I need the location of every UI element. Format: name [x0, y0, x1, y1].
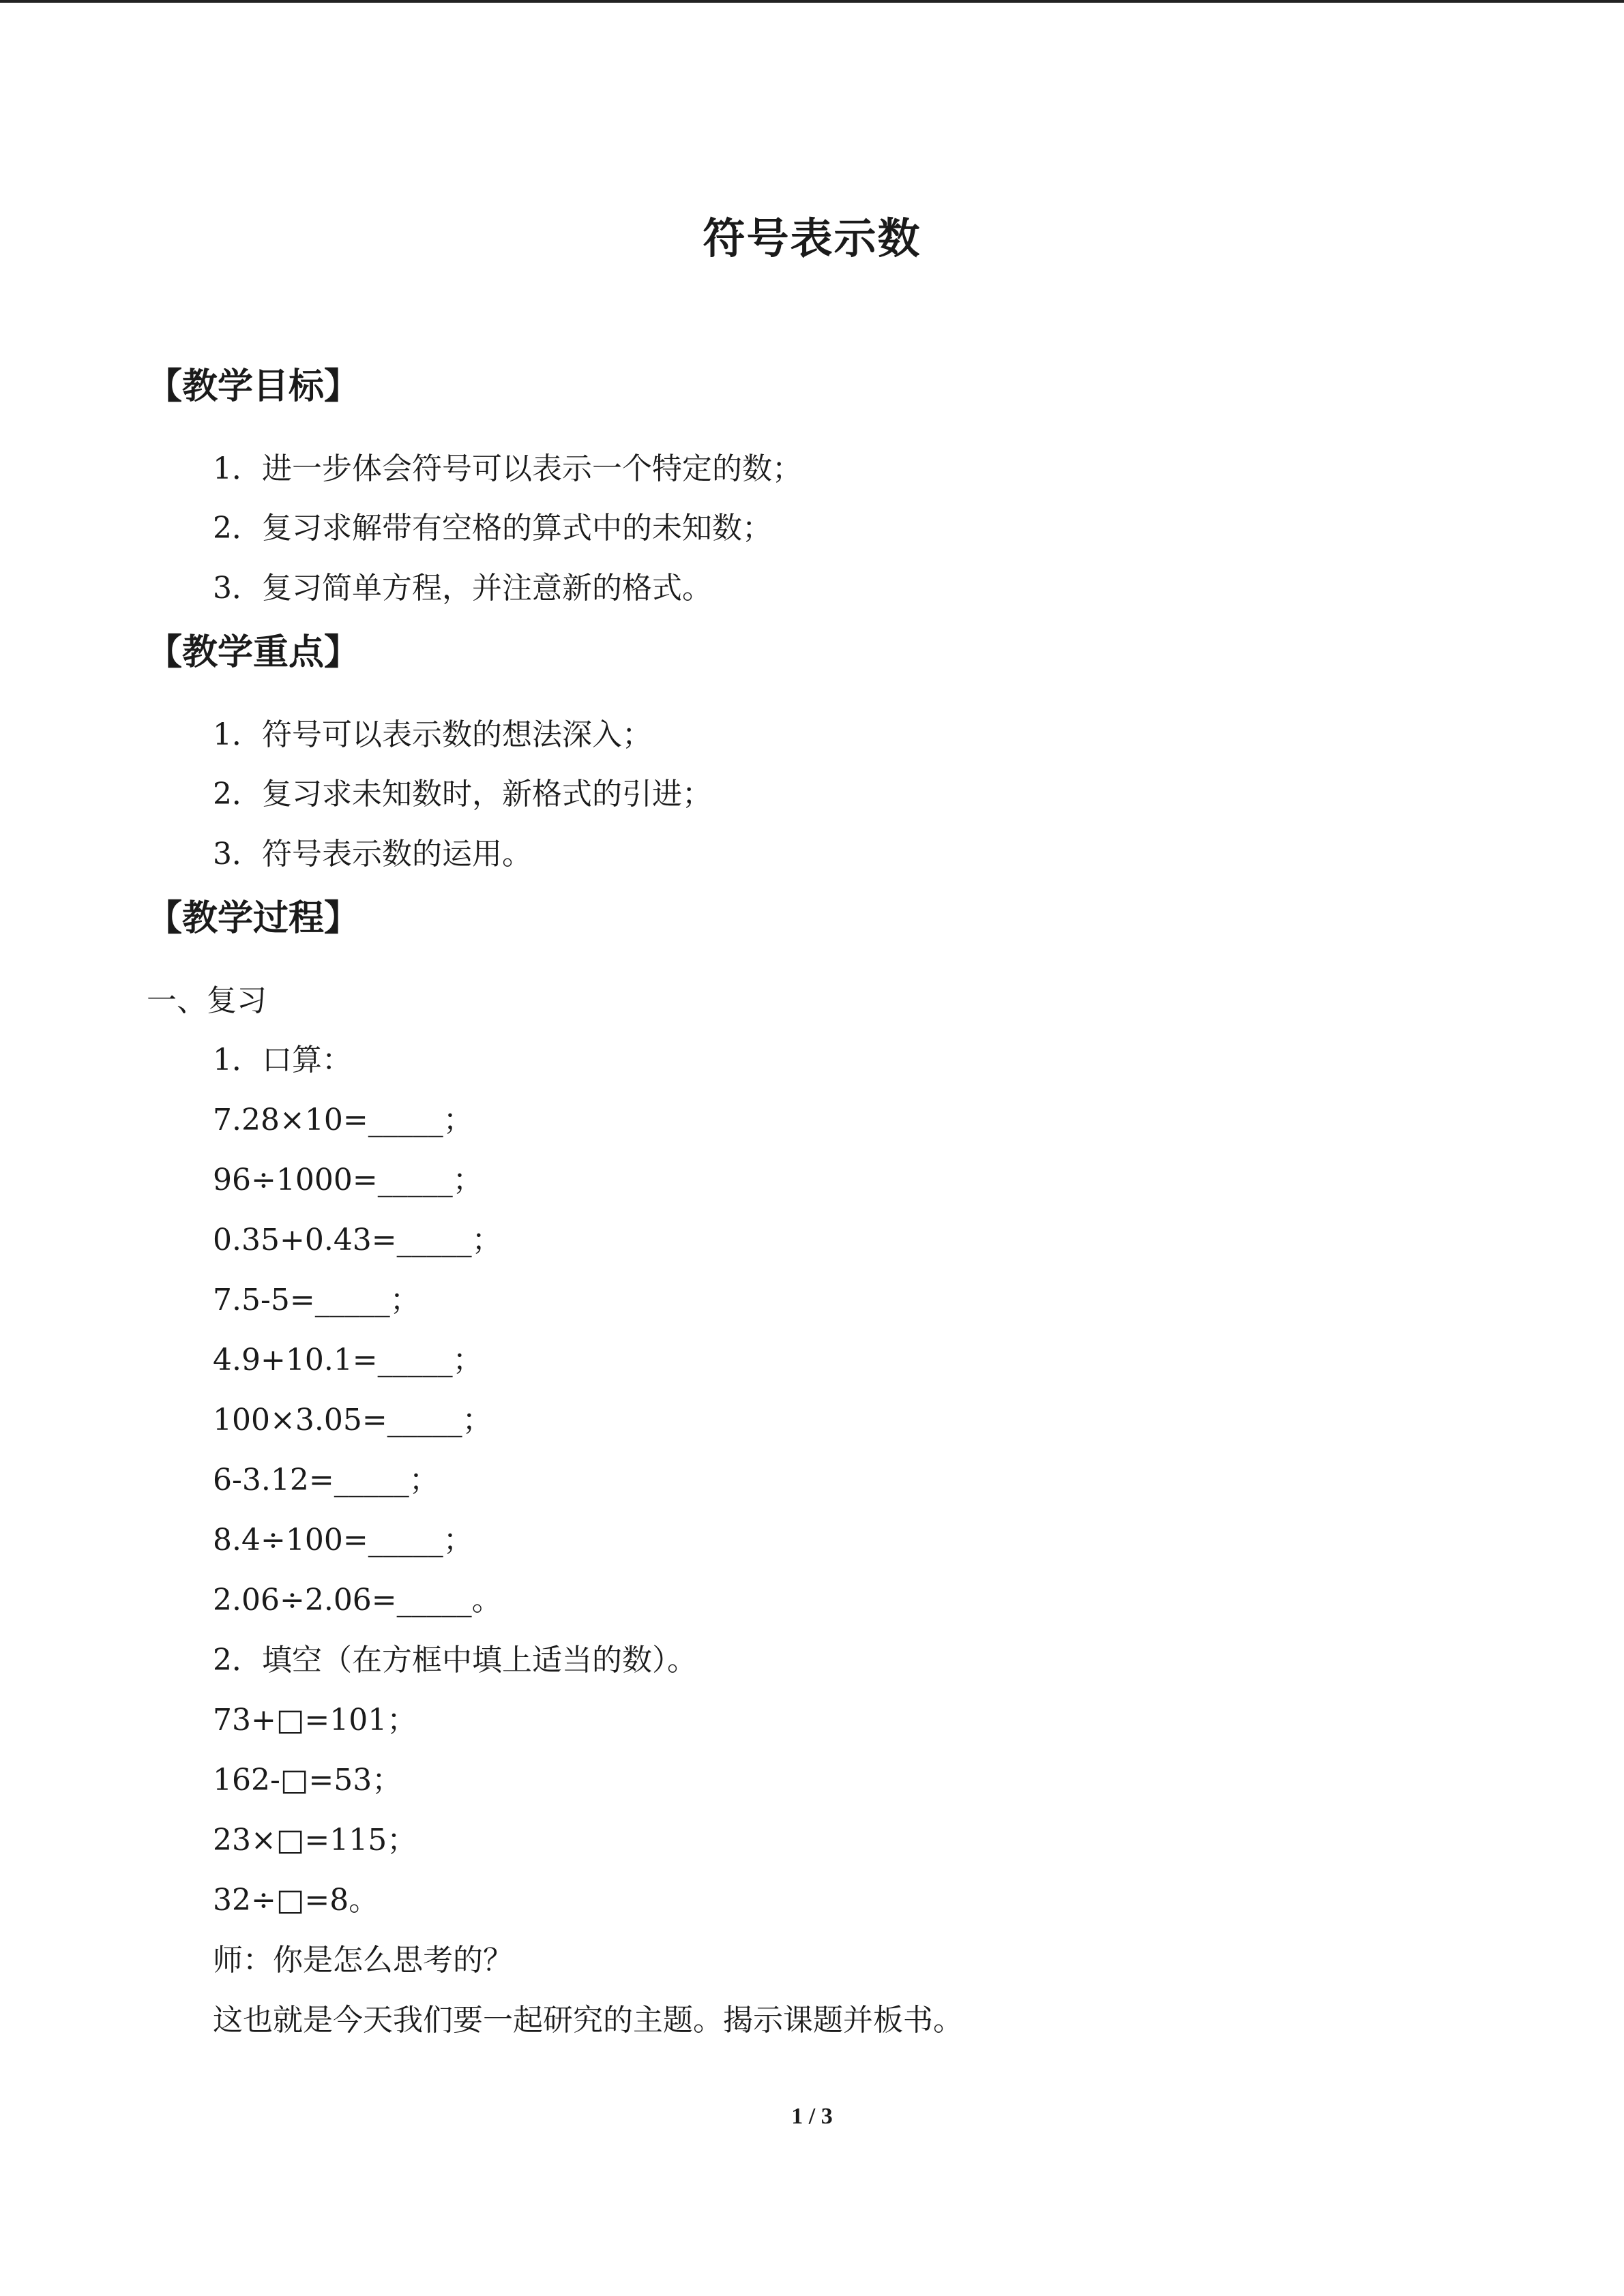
key-point-item-1: 1．符号可以表示数的想法深入；: [213, 717, 652, 752]
objective-item-1: 1．进一步体会符号可以表示一个特定的数；: [213, 451, 802, 486]
oral-calc-item: 0.35+0.43=_____；: [213, 1223, 502, 1257]
fill-blank-heading: 2．填空（在方框中填上适当的数）。: [213, 1643, 697, 1678]
oral-calc-item: 100×3.05=_____；: [213, 1403, 492, 1437]
oral-calc-item: 7.28×10=_____；: [213, 1103, 473, 1137]
objective-item-2: 2．复习求解带有空格的算式中的未知数；: [213, 511, 772, 546]
objective-item-3: 3．复习简单方程，并注意新的格式。: [213, 571, 712, 606]
key-point-item-3: 3．符号表示数的运用。: [213, 837, 532, 871]
oral-calc-item: 7.5-5=_____；: [213, 1283, 420, 1317]
page-number: 1 / 3: [791, 2104, 833, 2129]
section-heading-objectives: 【教学目标】: [147, 366, 360, 407]
section-heading-key-points: 【教学重点】: [147, 632, 360, 673]
section-heading-process: 【教学过程】: [147, 898, 360, 939]
oral-calc-item: 6-3.12=_____；: [213, 1463, 439, 1497]
key-point-item-2: 2．复习求未知数时，新格式的引进；: [213, 777, 712, 811]
fill-blank-item: 32÷□=8。: [213, 1883, 379, 1918]
closing-line: 这也就是今天我们要一起研究的主题。揭示课题并板书。: [213, 2003, 963, 2038]
fill-blank-item: 73+□=101；: [213, 1703, 417, 1738]
teacher-question: 师：你是怎么思考的？: [213, 1943, 513, 1978]
oral-calc-item: 8.4÷100=_____；: [213, 1523, 473, 1557]
oral-calc-heading: 1．口算：: [213, 1043, 352, 1077]
fill-blank-item: 162-□=53；: [213, 1763, 402, 1798]
page-title: 符号表示数: [703, 213, 921, 263]
fill-blank-item: 23×□=115；: [213, 1823, 417, 1858]
oral-calc-item: 4.9+10.1=_____；: [213, 1343, 483, 1377]
oral-calc-item: 96÷1000=_____；: [213, 1163, 483, 1197]
oral-calc-item: 2.06÷2.06=_____。: [213, 1583, 502, 1617]
part-heading-review: 一、复习: [147, 983, 267, 1018]
top-border-rule: [0, 0, 1624, 3]
